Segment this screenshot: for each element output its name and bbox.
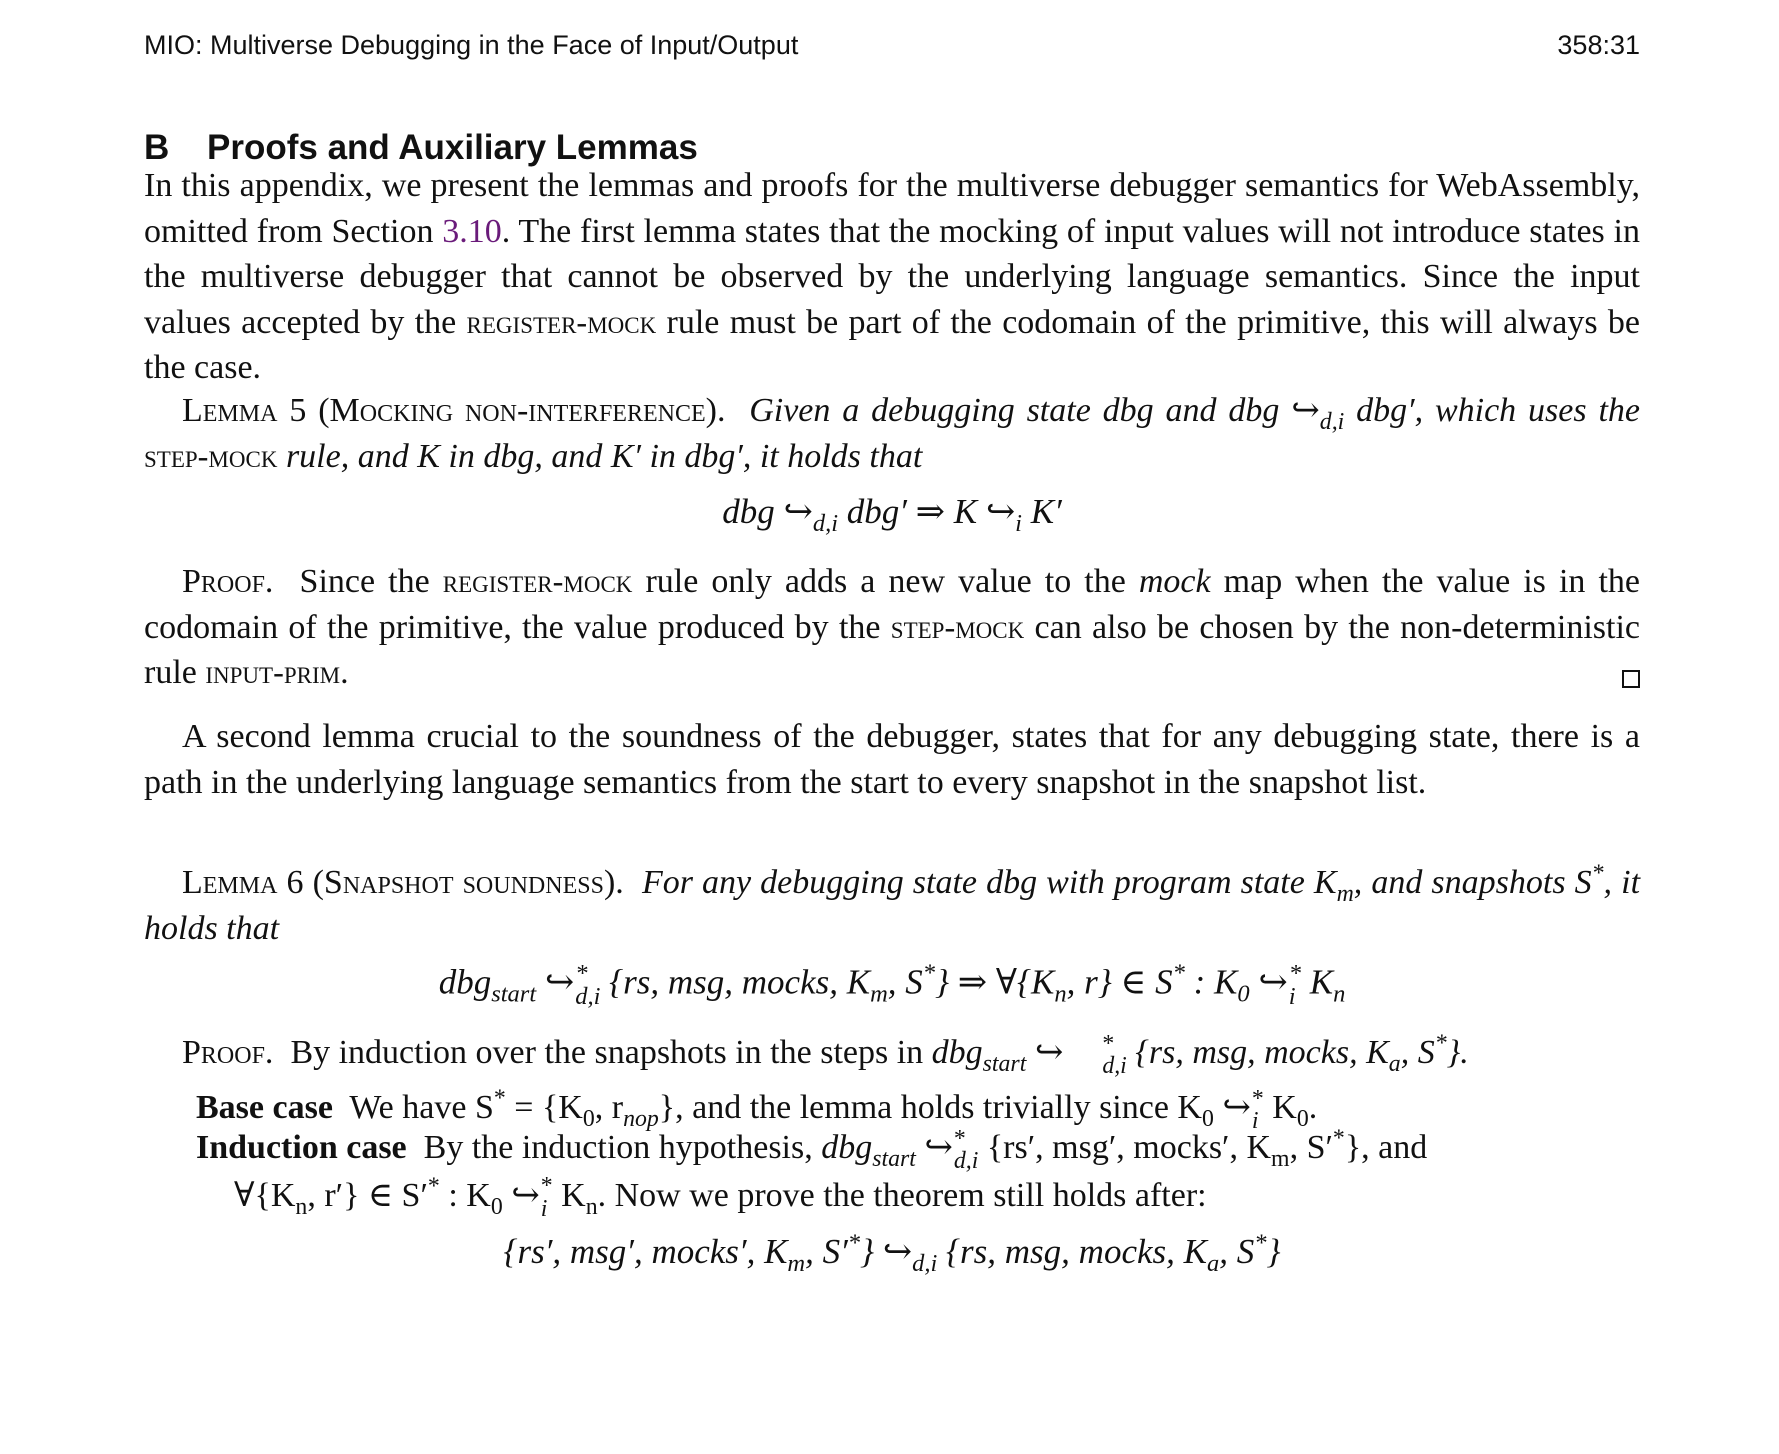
- qed-square-icon: [1622, 670, 1640, 688]
- induction-case: Induction case By the induction hypothesis, dbg$_{start}$ ↪ * d,i {rs′, msg′, mocks′, $K_m$, S′*}, and $\forall\{K_n$, r′} ∈ S′* : $K_0$ ↪ * i $K_n$. Now we prove the theorem still holds after:: [196, 1125, 1428, 1223]
- rule-name: step-mock: [890, 608, 1025, 645]
- case-label: Induction case: [196, 1129, 407, 1166]
- section-ref-link[interactable]: 3.10: [442, 212, 502, 250]
- proof-6: Proof. By induction over the snapshots in the steps in dbg$_{start}$ ↪ * d,i {rs, msg, mocks, $K_a$, S*}.: [182, 1030, 1469, 1080]
- lemma-6-formula: dbg$_{start}$ ↪ * d,i {rs, msg, mocks, $K_m$, S*} ⇒ $\forall\{K_n$, r} ∈ S* : $K_0$ ↪ * i $K_n$: [438, 959, 1346, 1011]
- section-title: Proofs and Auxiliary Lemmas: [207, 128, 698, 167]
- section-number: B: [144, 128, 170, 167]
- rule-name: step-mock: [144, 437, 278, 474]
- case-label: Base case: [196, 1089, 333, 1126]
- final-formula: {rs′, msg′, mocks′, $K_m$, S′*} $↪_{d,i}$ {rs, msg, mocks, $K_a$, S*}: [503, 1229, 1281, 1277]
- page-number: 358:31: [1557, 30, 1640, 60]
- lemma-name: (Mocking non-interference).: [318, 392, 726, 429]
- second-lemma-intro: A second lemma crucial to the soundness of the debugger, states that for any debugging state, there is a path in the underlying language semantics from the start to every snapshot in the snapshot list.: [144, 718, 1640, 801]
- rule-name: register-mock: [442, 563, 633, 599]
- base-case: Base case We have $S^* = \{K_0$, $r_{nop}$}, and the lemma holds trivially since $K_0$ ↪ * i $K_0$.: [196, 1085, 1318, 1135]
- rule-name: register-mock: [466, 303, 657, 340]
- lemma-6: Lemma 6 (Snapshot soundness). For any debugging state dbg with program state $K_m$, and snapshots S*, it holds that: [144, 860, 1641, 947]
- lemma-name: (Snapshot soundness).: [312, 864, 624, 901]
- running-title: MIO: Multiverse Debugging in the Face of Input/Output: [144, 30, 799, 60]
- lemma-5: Lemma 5 (Mocking non-interference). Given a debugging state dbg and dbg $↪_{d,i}$ dbg′, which uses the step-mock rule, and K in dbg, and K′ in dbg′, it holds that: [144, 392, 1641, 475]
- proof-label: Proof.: [182, 563, 274, 600]
- lemma-5-formula: dbg $↪_{d,i}$ dbg′ ⇒ K $↪_i$ K′: [722, 492, 1062, 537]
- lemma-label: Lemma 5: [182, 392, 307, 429]
- proof-5: Proof. Since the register-mock rule only adds a new value to the mock map when the value is in the codomain of the primitive, the value produced by the step-mock can also be chosen by the non-deterministic rule input-prim.: [144, 563, 1640, 691]
- intro-paragraph: In this appendix, we present the lemmas and proofs for the multiverse debugger semantics for WebAssembly, omitted from Section 3.10. The first lemma states that the mocking of input values will not introduce states in the multiverse debugger that cannot be observed by the underlying language semantics. Since the input values accepted by the register-mock rule must be part of the codomain of the primitive, this will always be the case.: [144, 167, 1640, 386]
- lemma-label: Lemma 6: [182, 864, 304, 901]
- rule-name: input-prim: [205, 654, 341, 690]
- proof-label: Proof.: [182, 1034, 274, 1071]
- section-heading: [144, 128, 698, 168]
